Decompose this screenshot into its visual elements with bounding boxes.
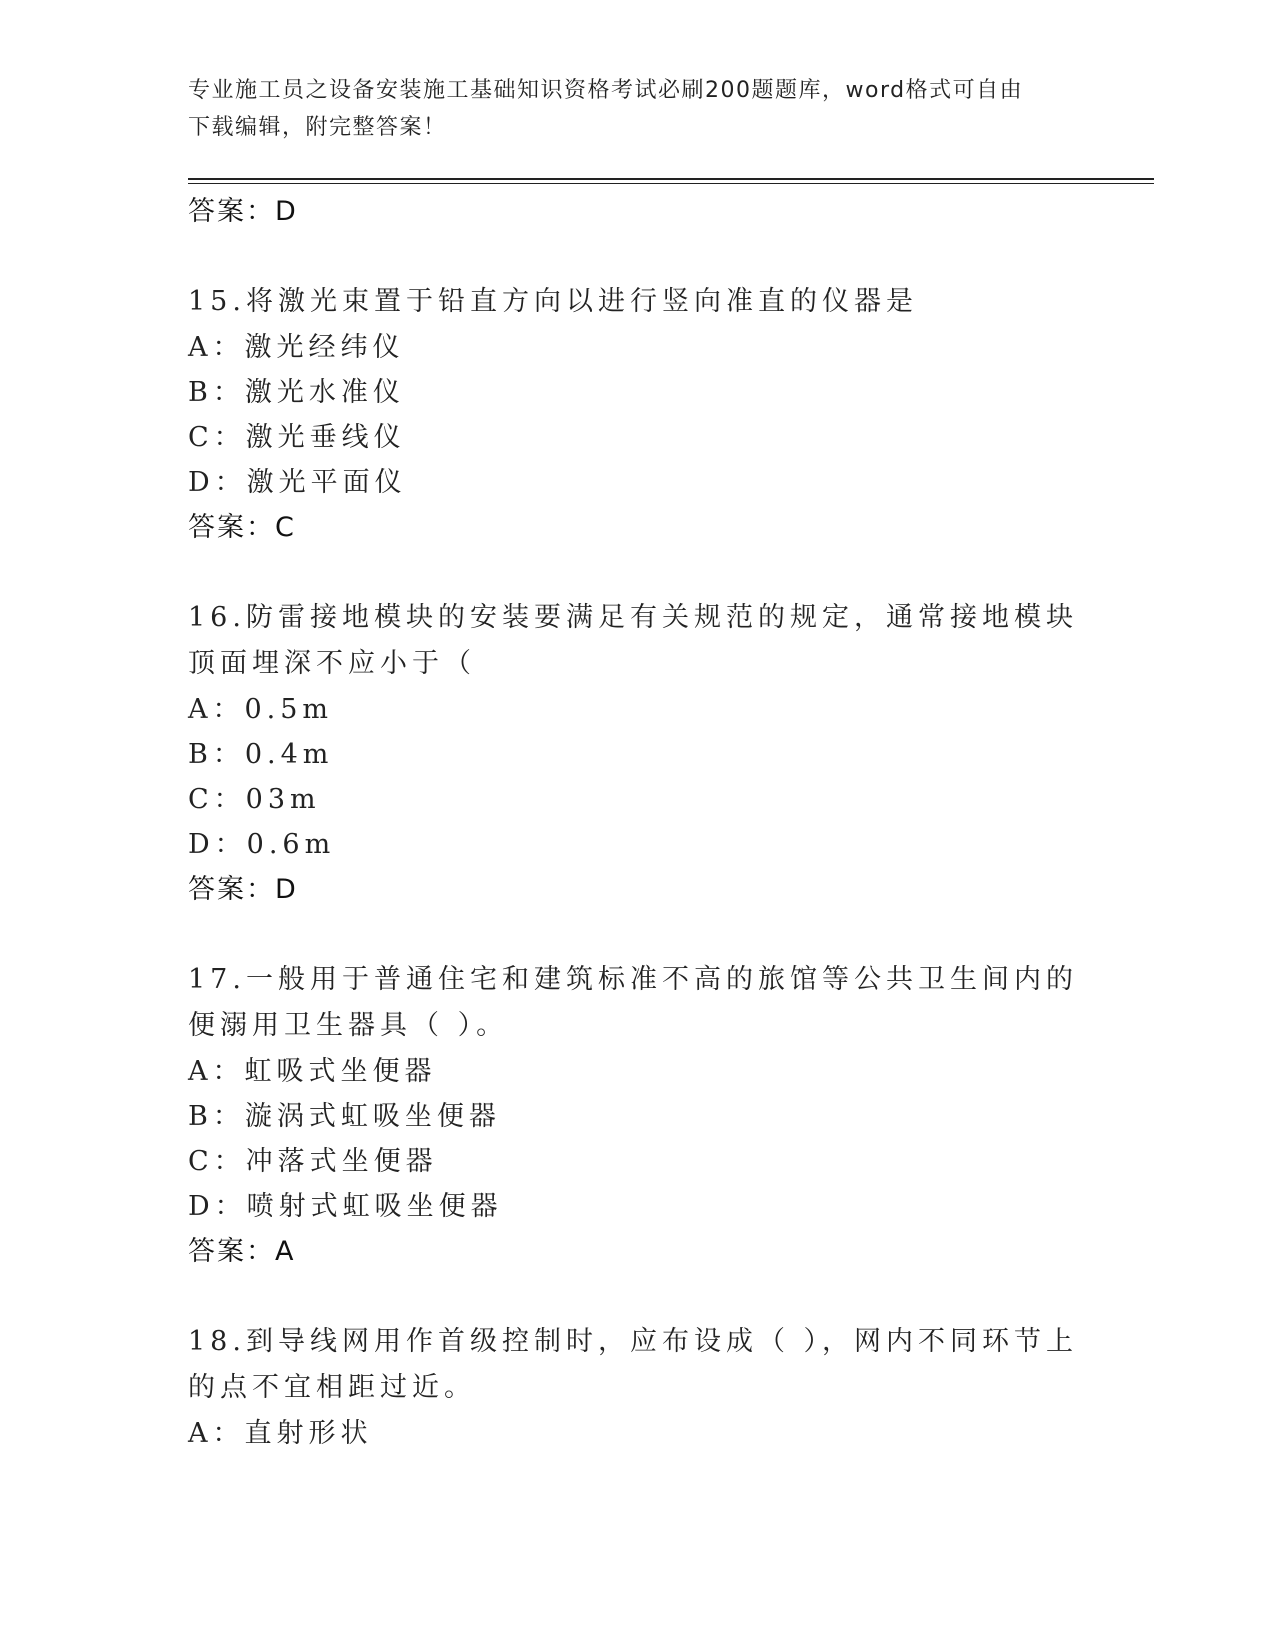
option-a: A：激光经纬仪 (188, 332, 405, 363)
option-c: C：03m (188, 784, 321, 815)
option-a: A：虹吸式坐便器 (188, 1056, 437, 1087)
header-line-2: 下载编辑，附完整答案！ (188, 115, 447, 140)
question-text: 18.到导线网用作首级控制时，应布设成（ ），网内不同环节上的点不宜相距过近。 (188, 1326, 1079, 1403)
answer-line: 答案：C (188, 512, 296, 543)
answer-line: 答案：D (188, 196, 298, 227)
document-body (188, 189, 1088, 1456)
option-a: A：直射形状 (188, 1418, 373, 1449)
question-text: 16.防雷接地模块的安装要满足有关规范的规定，通常接地模块顶面埋深不应小于（ (188, 602, 1078, 679)
option-b: B：激光水准仪 (188, 377, 405, 408)
answer-line: 答案：D (188, 874, 298, 905)
option-c: C：冲落式坐便器 (188, 1146, 438, 1177)
option-b: B：漩涡式虹吸坐便器 (188, 1101, 501, 1132)
question-text: 17.一般用于普通住宅和建筑标准不高的旅馆等公共卫生间内的便溺用卫生器具（ ）。 (188, 964, 1078, 1041)
header-divider-thin (188, 183, 1154, 184)
option-b: B：0.4m (188, 739, 334, 770)
option-d: D：喷射式虹吸坐便器 (188, 1191, 503, 1222)
option-d: D：0.6m (188, 829, 336, 860)
option-c: C：激光垂线仪 (188, 422, 406, 453)
header-divider (188, 178, 1154, 180)
question-text: 15.将激光束置于铅直方向以进行竖向准直的仪器是 (188, 286, 918, 317)
option-d: D：激光平面仪 (188, 467, 407, 498)
header-line-1: 专业施工员之设备安装施工基础知识资格考试必刷200题题库，word格式可自由 (188, 78, 1024, 103)
answer-line: 答案：A (188, 1236, 296, 1267)
page-header (188, 72, 1068, 146)
option-a: A：0.5m (188, 694, 334, 725)
